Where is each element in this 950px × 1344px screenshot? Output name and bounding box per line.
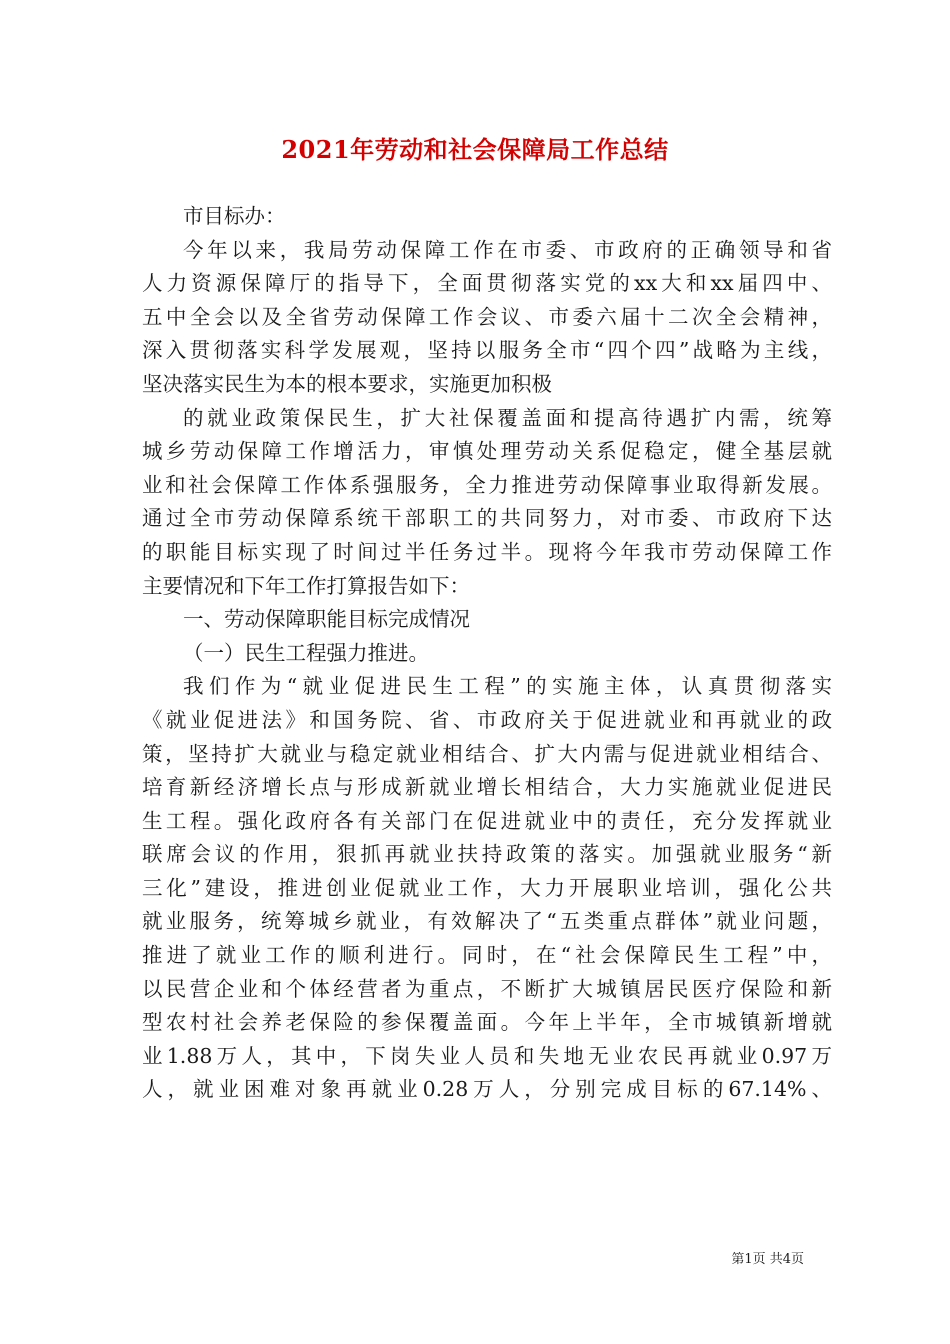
text-line: 五中全会以及全省劳动保障工作会议、市委六届十二次全会精神，: [142, 304, 832, 329]
text-line: 坚决落实民生为本的根本要求，实施更加积极: [142, 371, 552, 396]
text-line: 的就业政策保民生，扩大社保覆盖面和提高待遇扩内需，统筹: [183, 405, 832, 430]
text-line: 的职能目标实现了时间过半任务过半。现将今年我市劳动保障工作: [142, 539, 832, 564]
text-line: 今年以来，我局劳动保障工作在市委、市政府的正确领导和省: [183, 237, 832, 262]
text-line: 城乡劳动保障工作增活力，审慎处理劳动关系促稳定，健全基层就: [142, 439, 832, 464]
text-line: 联席会议的作用，狠抓再就业扶持政策的落实。加强就业服务“新: [142, 842, 832, 867]
text-line: 业和社会保障工作体系强服务，全力推进劳动保障事业取得新发展。: [142, 472, 832, 497]
text-line: 生工程。强化政府各有关部门在促进就业中的责任，充分发挥就业: [142, 808, 832, 833]
text-line: 业1.88万人，其中，下岗失业人员和失地无业农民再就业0.97万: [142, 1043, 832, 1068]
text-line: 三化”建设，推进创业促就业工作，大力开展职业培训，强化公共: [142, 875, 832, 900]
document-body: [142, 200, 832, 1107]
text-line: 我们作为“就业促进民生工程”的实施主体，认真贯彻落实: [183, 674, 832, 699]
text-line: 人，就业困难对象再就业0.28万人，分别完成目标的67.14%、: [142, 1077, 832, 1102]
text-line: 一、劳动保障职能目标完成情况: [183, 607, 470, 632]
text-line: 就业服务，统筹城乡就业，有效解决了“五类重点群体”就业问题，: [142, 909, 832, 934]
text-line: 《就业促进法》和国务院、省、市政府关于促进就业和再就业的政: [142, 707, 832, 732]
page-number: 第1页 共4页: [731, 1252, 804, 1267]
text-line: 人力资源保障厅的指导下，全面贯彻落实党的xx大和xx届四中、: [142, 271, 832, 296]
document-title: 2021年劳动和社会保障局工作总结: [281, 135, 669, 164]
text-line: 通过全市劳动保障系统干部职工的共同努力，对市委、市政府下达: [142, 506, 832, 531]
text-line: 型农村社会养老保险的参保覆盖面。今年上半年，全市城镇新增就: [142, 1010, 832, 1035]
text-line: （一）民生工程强力推进。: [183, 640, 429, 665]
text-line: 策，坚持扩大就业与稳定就业相结合、扩大内需与促进就业相结合、: [142, 741, 832, 766]
text-line: 市目标办：: [183, 204, 286, 228]
text-line: 以民营企业和个体经营者为重点，不断扩大城镇居民医疗保险和新: [142, 976, 832, 1001]
text-line: 深入贯彻落实科学发展观，坚持以服务全市“四个四”战略为主线，: [142, 338, 832, 363]
text-line: 主要情况和下年工作打算报告如下：: [142, 573, 470, 598]
text-line: 培育新经济增长点与形成新就业增长相结合，大力实施就业促进民: [142, 775, 832, 800]
text-line: 推进了就业工作的顺利进行。同时，在“社会保障民生工程”中，: [142, 943, 832, 968]
